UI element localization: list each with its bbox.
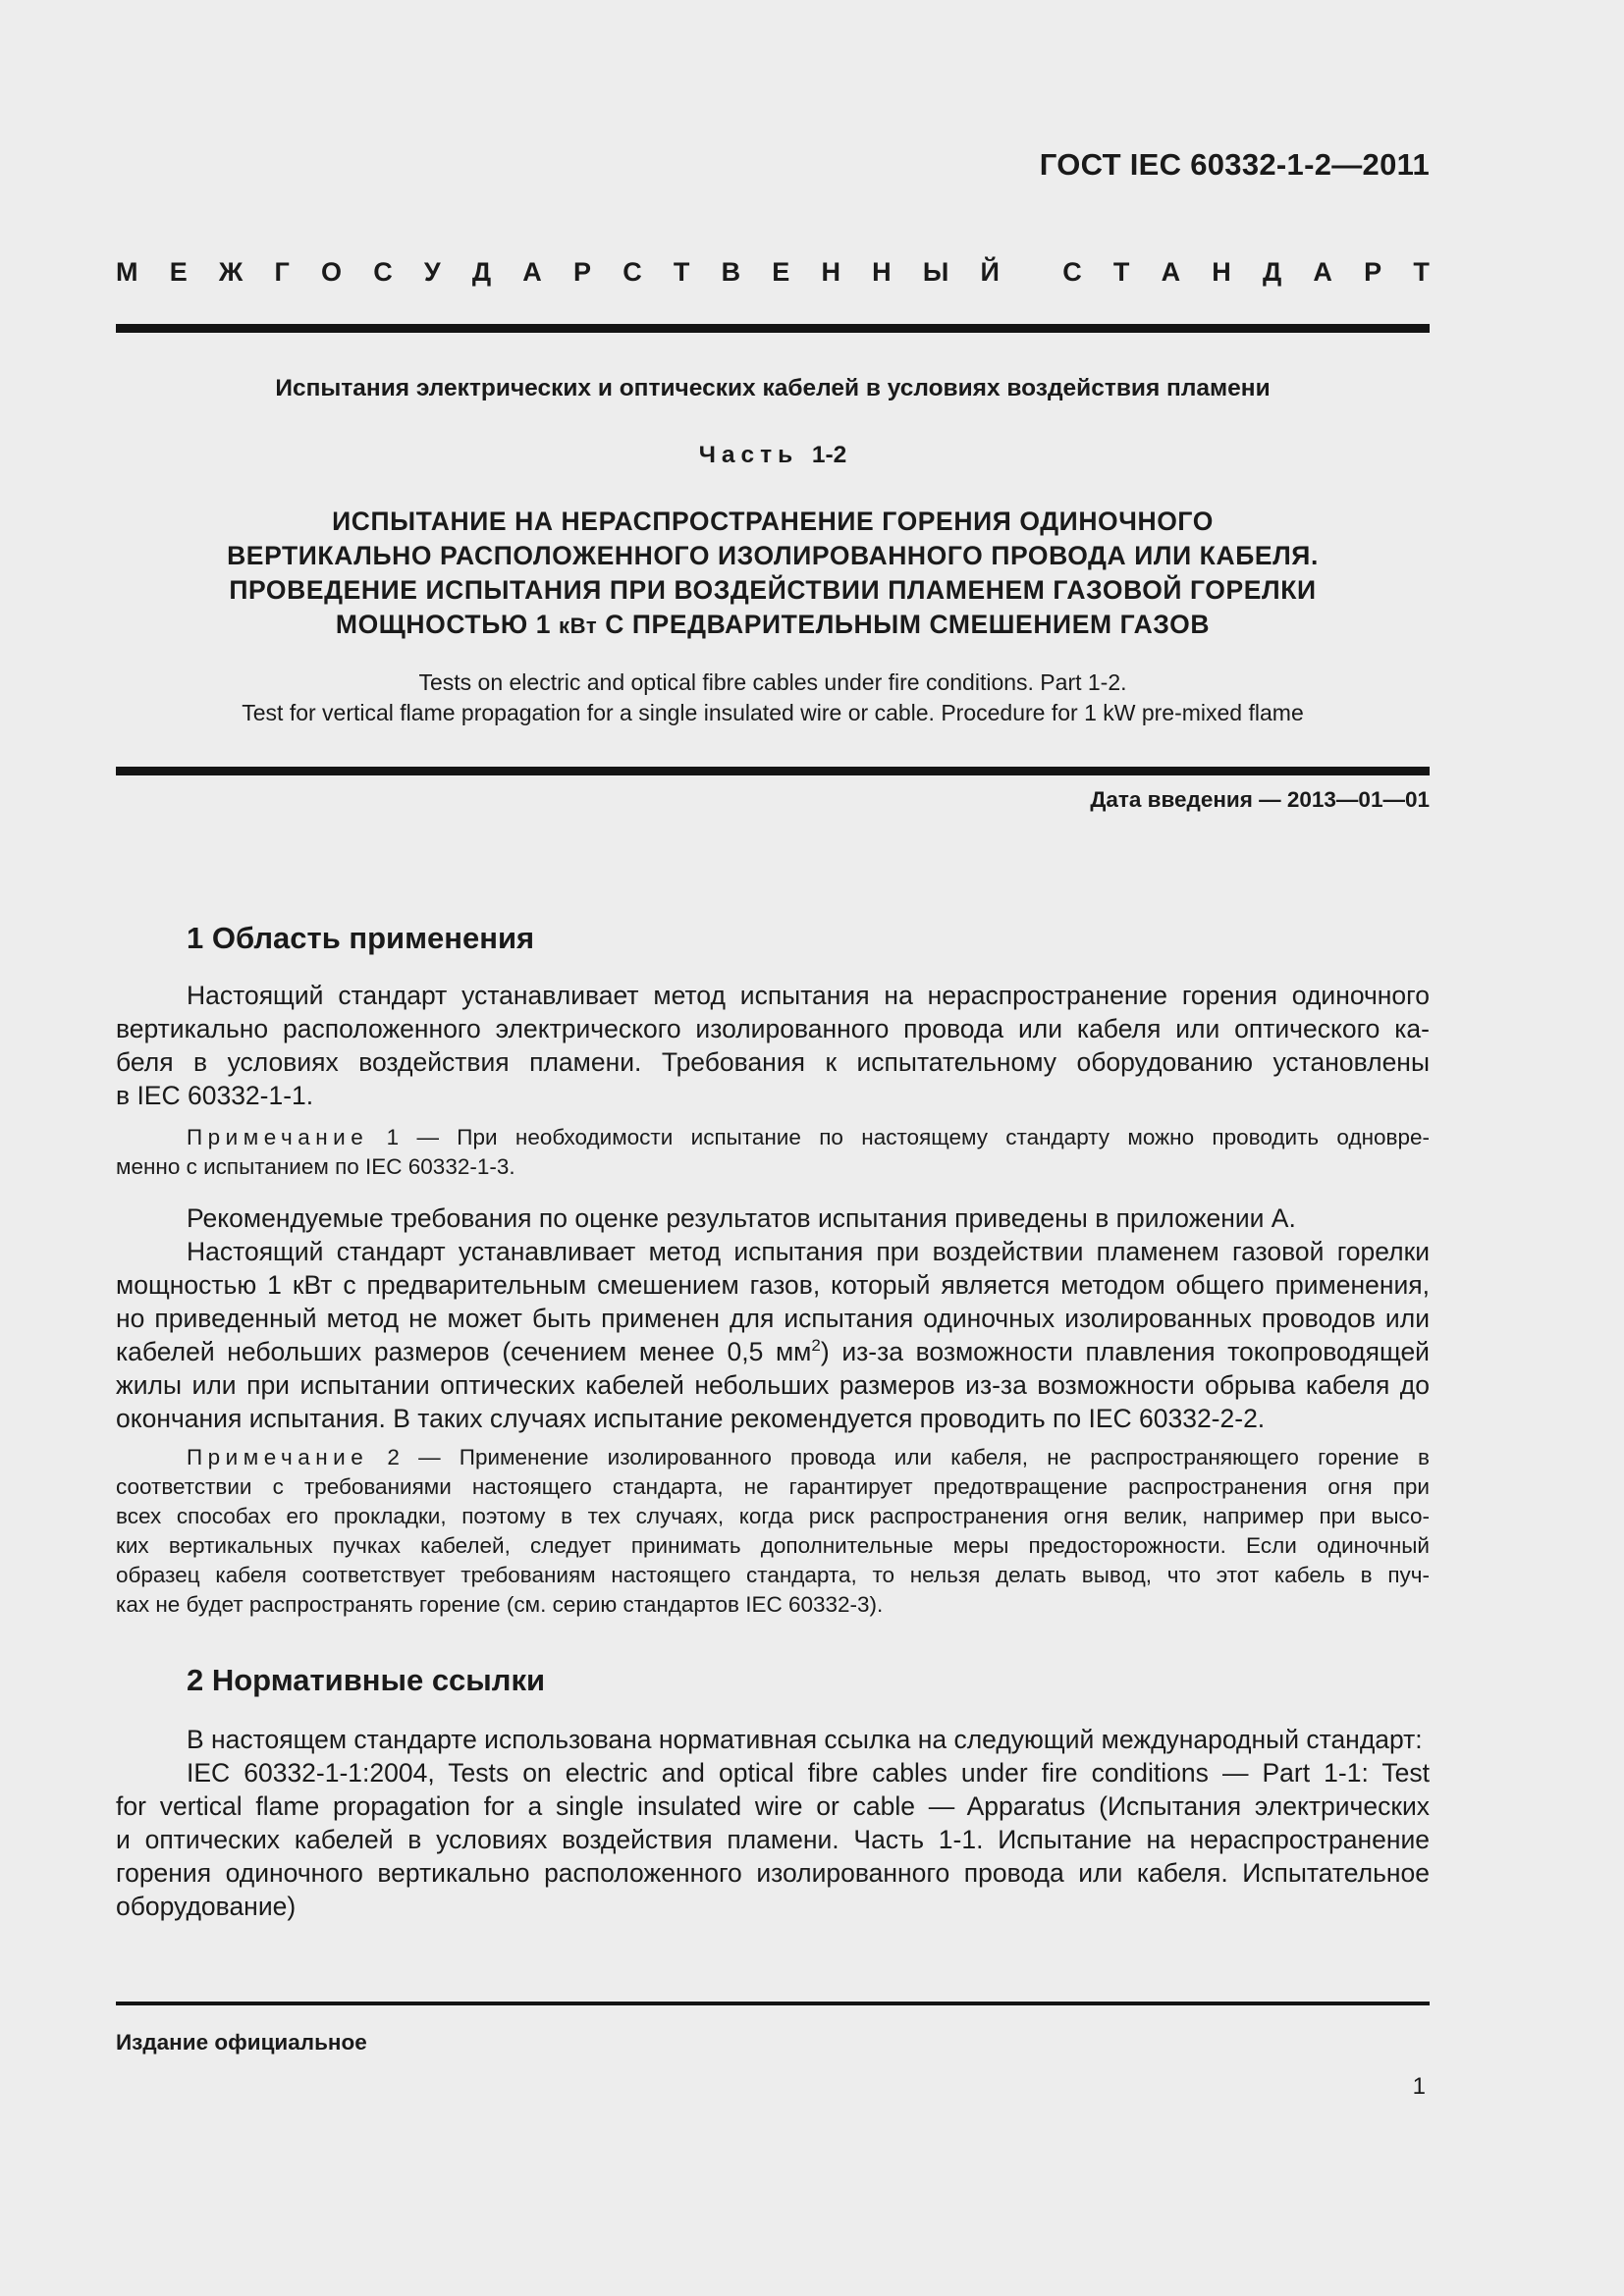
heading-letter: Н — [821, 257, 840, 287]
heading-letter: Н — [872, 257, 892, 287]
main-title-line: ИСПЫТАНИЕ НА НЕРАСПРОСТРАНЕНИЕ ГОРЕНИЯ ОДИНОЧНОГО — [332, 507, 1214, 536]
heading-letter: Т — [673, 257, 690, 287]
text-line: for vertical flame propagation for a single insulated wire or cable — Apparatus (Испытания электрических — [116, 1791, 1430, 1821]
note-text: 1 — При необходимости испытание по настоящему стандарту можно проводить одновре- — [368, 1125, 1430, 1149]
heading-letter: Д — [1262, 257, 1282, 287]
page-number: 1 — [1412, 2073, 1426, 2100]
note-1 — [116, 1123, 1430, 1182]
text-line: и оптических кабелей в условиях воздействия пламени. Часть 1-1. Испытание на нераспространение — [116, 1825, 1430, 1854]
main-title-line: ПРОВЕДЕНИЕ ИСПЫТАНИЯ ПРИ ВОЗДЕЙСТВИИ ПЛАМЕНЕМ ГАЗОВОЙ ГОРЕЛКИ — [229, 575, 1317, 605]
section-2-paragraph-2 — [116, 1756, 1430, 1923]
note-2 — [116, 1443, 1430, 1620]
heading-letter: Т — [1413, 257, 1430, 287]
text-line: вертикально расположенного электрического изолированного провода или кабеля или оптического ка- — [116, 1014, 1430, 1043]
note-line: соответствии с требованиями настоящего стандарта, не гарантирует предотвращение распространения огня при — [116, 1474, 1430, 1499]
note-line: ках не будет распространять горение (см. серию стандартов IEC 60332-3). — [116, 1592, 884, 1617]
section-1-paragraph-2 — [116, 1201, 1430, 1235]
footer-divider — [116, 2002, 1430, 2005]
introduction-date: Дата введения — 2013—01—01 — [1090, 787, 1430, 812]
text-line: Настоящий стандарт устанавливает метод испытания на нераспространение горения одиночного — [187, 981, 1430, 1010]
main-title — [116, 505, 1430, 643]
heading-letter: Д — [471, 257, 492, 287]
note-line — [116, 1123, 1430, 1152]
heading-letter: А — [522, 257, 542, 287]
section-1-paragraph-3 — [116, 1235, 1430, 1435]
section-1-title: 1 Область применения — [187, 921, 535, 955]
heading-letter: Н — [1212, 257, 1231, 287]
heading-letter: С — [373, 257, 393, 287]
heading-letter: Е — [169, 257, 188, 287]
heading-letter: Е — [772, 257, 790, 287]
text-line: IEC 60332-1-1:2004, Tests on electric and optical fibre cables under fire conditions — Part 1-1: Test — [187, 1758, 1430, 1788]
heading-letter: Г — [274, 257, 290, 287]
text-line: но приведенный метод не может быть применен для испытания одиночных изолированных проводов или — [116, 1304, 1430, 1333]
superscript: 2 — [811, 1336, 821, 1356]
note-text: 2 — Применение изолированного провода или кабеля, не распространяющего горение в — [368, 1445, 1430, 1469]
part-value: 1-2 — [811, 442, 847, 468]
text-line: горения одиночного вертикально расположенного изолированного провода или кабеля. Испытательное — [116, 1858, 1430, 1888]
note-line: менно с испытанием по IEC 60332-1-3. — [116, 1154, 515, 1179]
text-part: ) из-за возможности плавления токопроводящей — [820, 1337, 1430, 1366]
heading-letter: С — [1062, 257, 1082, 287]
official-edition-label: Издание официальное — [116, 2030, 367, 2055]
top-divider — [116, 324, 1430, 333]
main-title-line — [116, 608, 1430, 643]
text-line: беля в условиях воздействия пламени. Требования к испытательному оборудованию установлены — [116, 1047, 1430, 1077]
text-line: Настоящий стандарт устанавливает метод испытания при воздействии пламенем газовой горелки — [187, 1237, 1430, 1266]
heading-letter: А — [1313, 257, 1332, 287]
title-divider — [116, 767, 1430, 775]
section-2-title: 2 Нормативные ссылки — [187, 1663, 546, 1697]
note-line: ких вертикальных пучках кабелей, следует принимать дополнительные меры предосторожности. Если одиночный — [116, 1533, 1430, 1558]
text-part: кабелей небольших размеров (сечением менее 0,5 мм — [116, 1337, 812, 1366]
heading-letter: Ж — [218, 257, 244, 287]
text-line: окончания испытания. В таких случаях испытание рекомендуется проводить по IEC 60332-2-2. — [116, 1404, 1266, 1433]
heading-letter: Р — [572, 257, 591, 287]
note-line — [116, 1443, 1430, 1472]
heading-letter: С — [623, 257, 642, 287]
heading-letter: Т — [1112, 257, 1130, 287]
note-line: всех способах его прокладки, поэтому в тех случаях, когда риск распространения огня велик, например при высо- — [116, 1504, 1430, 1528]
note-label: Примечание — [187, 1445, 369, 1469]
heading-letter: У — [423, 257, 441, 287]
text-line: в IEC 60332-1-1. — [116, 1081, 314, 1110]
title-english-line: Tests on electric and optical fibre cables under fire conditions. Part 1-2. — [418, 669, 1127, 695]
text-line: Рекомендуемые требования по оценке результатов испытания приведены в приложении А. — [187, 1203, 1296, 1233]
text-line — [116, 1335, 1430, 1368]
main-title-text: МОЩНОСТЬЮ 1 — [335, 610, 560, 639]
part-number — [116, 442, 1430, 469]
heading-letter: М — [116, 257, 138, 287]
power-unit: кВт — [559, 614, 598, 638]
text-line: жилы или при испытании оптических кабелей небольших размеров из-за возможности обрыва кабеля до — [116, 1370, 1430, 1400]
heading-letter: Р — [1364, 257, 1382, 287]
title-russian: Испытания электрических и оптических кабелей в условиях воздействия пламени — [275, 375, 1271, 401]
note-line: образец кабеля соответствует требованиям настоящего стандарта, то нельзя делать вывод, что этот кабель в пуч- — [116, 1563, 1430, 1587]
text-line: В настоящем стандарте использована нормативная ссылка на следующий международный стандарт: — [187, 1725, 1423, 1754]
heading-letter: В — [721, 257, 741, 287]
main-title-text: С ПРЕДВАРИТЕЛЬНЫМ СМЕШЕНИЕМ ГАЗОВ — [597, 610, 1211, 639]
heading-letter: Й — [980, 257, 1000, 287]
section-1-paragraph-1 — [116, 979, 1430, 1112]
title-english — [116, 667, 1430, 728]
heading-letter: Ы — [922, 257, 949, 287]
heading-letter: О — [320, 257, 342, 287]
text-line: мощностью 1 кВт с предварительным смешением газов, который является методом общего применения, — [116, 1270, 1430, 1300]
standard-type-heading — [116, 257, 1430, 288]
part-label: Часть — [698, 442, 799, 468]
section-2-paragraph-1 — [116, 1723, 1430, 1756]
document-number: ГОСТ IEC 60332-1-2—2011 — [1039, 147, 1430, 182]
main-title-line: ВЕРТИКАЛЬНО РАСПОЛОЖЕННОГО ИЗОЛИРОВАННОГО ПРОВОДА ИЛИ КАБЕЛЯ. — [227, 541, 1319, 570]
title-english-line: Test for vertical flame propagation for a single insulated wire or cable. Procedure for 1 kW pre-mixed flame — [242, 700, 1304, 725]
note-label: Примечание — [187, 1125, 369, 1149]
heading-letter: А — [1161, 257, 1181, 287]
text-line: оборудование) — [116, 1892, 297, 1921]
